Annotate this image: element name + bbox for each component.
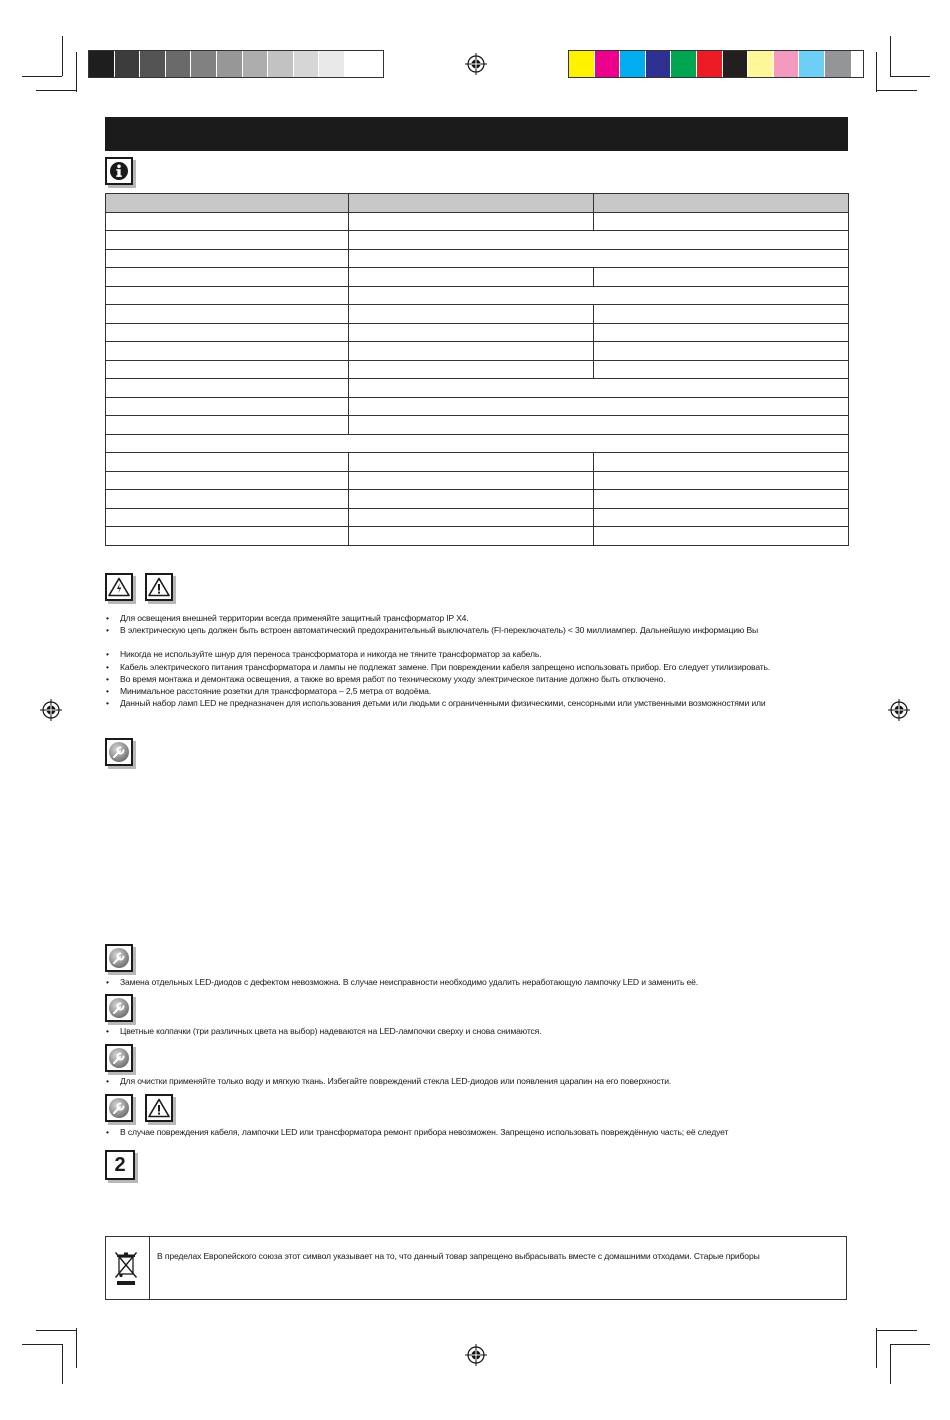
color-swatch [217,51,243,77]
color-swatch [620,51,646,77]
table-row [106,397,849,416]
color-swatch [166,51,192,77]
color-swatch [243,51,269,77]
table-row [106,231,849,250]
color-swatch [697,51,723,77]
process-color-bar [568,50,864,78]
registration-mark-icon [465,53,487,75]
color-swatch [595,51,621,77]
color-swatch [140,51,166,77]
color-caps-note [105,1025,865,1037]
waste-disposal-box [105,1236,847,1300]
registration-mark-icon [465,1344,487,1366]
table-row [106,434,849,453]
list-item: • В электрическую цепь должен быть встроен автоматический предохранительный выключатель (FI-переключатель) < 30 миллиампер. Дальнейшую информацию Вы [105,624,865,636]
crop-mark [876,1328,877,1368]
crop-mark [22,76,62,77]
list-item: • Для очистки применяйте только воду и мягкую ткань. Избегайте повреждений стекла LED-диодов или появления царапин на его поверхности. [105,1075,865,1087]
registration-mark-icon [888,699,910,721]
info-icon-box [105,157,133,185]
crossed-bin-icon [114,1251,138,1287]
table-row [106,323,849,342]
color-swatch [723,51,749,77]
step-number-box [105,1150,135,1180]
safety-instructions-list [105,612,865,709]
crop-mark [22,1344,62,1345]
wrench-icon-box [105,1094,133,1122]
table-row [106,453,849,472]
crop-mark [877,1330,917,1331]
table-row [106,305,849,324]
wrench-icon [108,1047,130,1069]
list-item: • Кабель электрического питания трансформатора и лампы не подлежат замене. При повреждении кабеля запрещено использовать прибор. Его следует утилизировать. [105,661,865,673]
color-swatch [294,51,320,77]
crop-mark [76,52,77,92]
wrench-icon-box [105,944,133,972]
color-swatch [319,51,345,77]
specifications-table [105,193,849,546]
warning-icon-box [145,1094,173,1122]
table-row [106,268,849,287]
wrench-icon [108,1097,130,1119]
warning-icon-box [145,573,173,601]
wrench-icon-box [105,994,133,1022]
waste-box-divider [149,1237,150,1299]
color-swatch [89,51,115,77]
list-item: • Замена отдельных LED-диодов с дефектом невозможна. В случае неисправности необходимо удалить неработающую лампочку LED и заменить её. [105,976,865,988]
table-row [106,360,849,379]
color-swatch [191,51,217,77]
list-item: • Минимальное расстояние розетки для трансформатора – 2,5 метра от водоёма. [105,685,865,697]
warning-icon [148,1098,170,1118]
info-icon [109,161,129,181]
wrench-icon-box [105,1044,133,1072]
color-swatch [569,51,595,77]
registration-mark-icon [40,699,62,721]
wrench-icon [108,997,130,1019]
table-row [106,379,849,398]
list-item: • В случае повреждения кабеля, лампочки LED или трансформатора ремонт прибора невозможен. Запрещено использовать повреждённую часть; её следует [105,1126,865,1138]
crop-mark [76,1328,77,1368]
grayscale-color-bar [88,50,384,78]
cleaning-note [105,1075,865,1087]
color-swatch [774,51,800,77]
table-row [106,249,849,268]
table-row [106,490,849,509]
wrench-icon [108,947,130,969]
crop-mark [890,36,891,76]
crop-mark [36,90,76,91]
list-item: • Цветные колпачки (три различных цвета на выбор) надеваются на LED-лампочки сверху и снова снимаются. [105,1025,865,1037]
list-gap [105,636,865,648]
crop-mark [890,76,930,77]
crop-mark [890,1344,930,1345]
electric-hazard-icon [108,577,130,597]
table-row [106,416,849,435]
step-number: 2 [114,1154,126,1176]
crop-mark [876,52,877,92]
color-swatch [748,51,774,77]
table-row [106,212,849,231]
table-row [106,471,849,490]
list-item: • Во время монтажа и демонтажа освещения, а также во время работ по техническому уходу электрическое питание должно быть отключено. [105,673,865,685]
color-swatch [646,51,672,77]
waste-disposal-text: В пределах Европейского союза этот символ указывает на то, что данный товар запрещено выбрасывать вместе с домашними отходами. Старые приборы [157,1251,760,1261]
color-swatch [268,51,294,77]
table-row [106,342,849,361]
crop-mark [877,90,917,91]
crop-mark [62,36,63,76]
electric-hazard-icon-box [105,573,133,601]
list-item: • Данный набор ламп LED не предназначен для использования детьми или людьми с ограниченными физическими, сенсорными или умственными возможностями или [105,697,865,709]
wrench-icon-box [105,738,133,766]
color-swatch [671,51,697,77]
crop-mark [36,1330,76,1331]
damage-note [105,1126,865,1138]
table-row [106,508,849,527]
table-row [106,527,849,546]
table-row [106,286,849,305]
crop-mark [62,1344,63,1384]
led-replacement-note [105,976,865,988]
color-swatch [345,51,371,77]
list-item: • Для освещения внешней территории всегда применяйте защитный трансформатор IP X4. [105,612,865,624]
color-swatch [115,51,141,77]
table-header-row [106,194,849,213]
wrench-icon [108,741,130,763]
color-swatch [825,51,851,77]
crop-mark [890,1344,891,1384]
warning-icon [148,577,170,597]
color-swatch [799,51,825,77]
section-header-bar [105,117,848,151]
list-item: • Никогда не используйте шнур для переноса трансформатора и никогда не тяните трансформатор за кабель. [105,648,865,660]
